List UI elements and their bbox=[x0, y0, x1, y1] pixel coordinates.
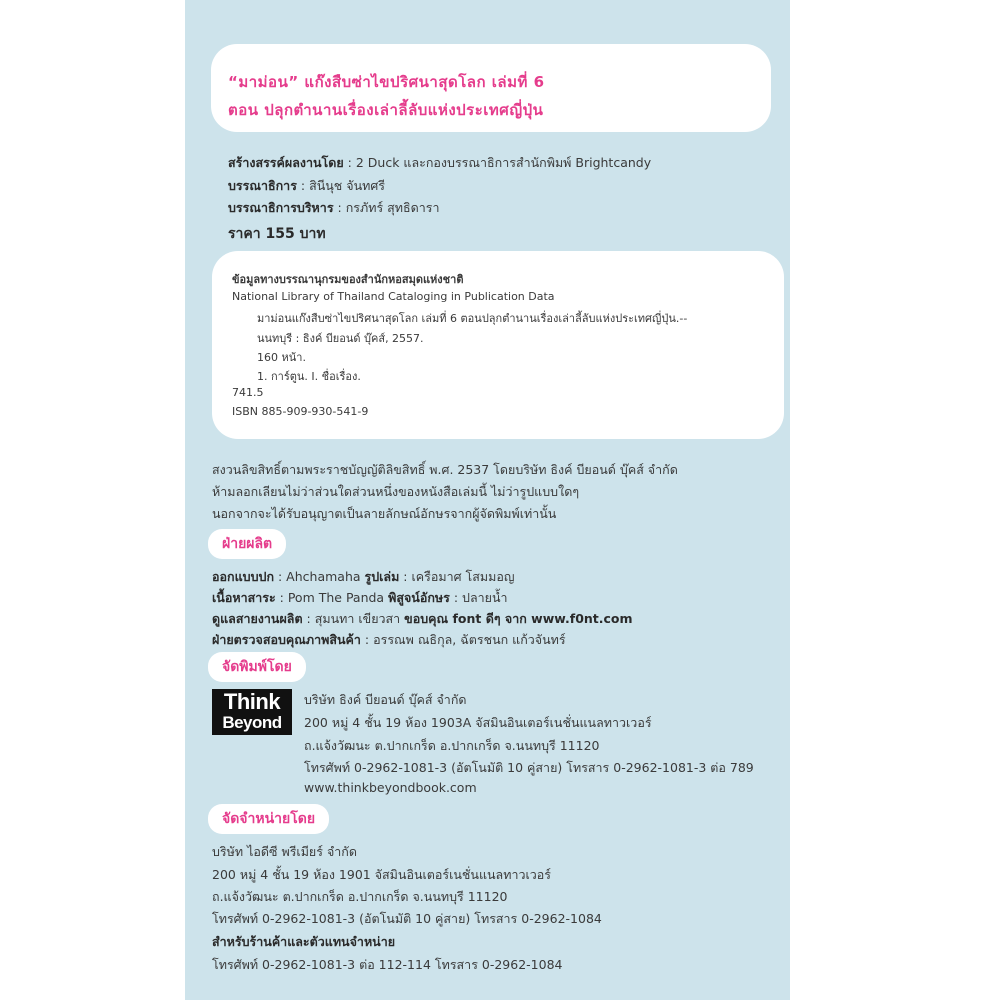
credit-label: สร้างสรรค์ผลงานโดย bbox=[228, 155, 344, 170]
credit-creator bbox=[228, 153, 651, 173]
think-beyond-logo bbox=[212, 689, 292, 735]
distributor-heading: จัดจำหน่ายโดย bbox=[208, 804, 329, 834]
catalog-heading-en: National Library of Thailand Cataloging in Publication Data bbox=[232, 290, 555, 303]
copyright-line: สงวนลิขสิทธิ์ตามพระราชบัญญัติลิขสิทธิ์ พ.ศ. 2537 โดยบริษัท ธิงค์ บียอนด์ บุ๊คส์ จำกัด bbox=[212, 462, 678, 477]
production-qa-row bbox=[212, 630, 566, 650]
credit-value: : 2 Duck และกองบรรณาธิการสำนักพิมพ์ Brightcandy bbox=[343, 155, 652, 170]
cover-label: ออกแบบปก bbox=[212, 569, 275, 584]
catalog-line: 160 หน้า. bbox=[257, 351, 306, 364]
qa-label: ฝ่ายตรวจสอบคุณภาพสินค้า bbox=[212, 632, 361, 647]
book-title-line-2: ตอน ปลุกตำนานเรื่องเล่าลี้ลับแห่งประเทศญี่ปุ่น bbox=[228, 101, 544, 119]
publisher-line: 200 หมู่ 4 ชั้น 19 ห้อง 1903A จัสมินอินเตอร์เนชั่นแนลทาวเวอร์ bbox=[304, 715, 652, 730]
font-thanks: ขอบคุณ font ดีๆ จาก www.f0nt.com bbox=[404, 611, 633, 626]
catalog-class-number: 741.5 bbox=[232, 386, 264, 399]
catalog-heading-th: ข้อมูลทางบรรณานุกรมของสำนักหอสมุดแห่งชาติ bbox=[232, 273, 464, 286]
credit-editor bbox=[228, 176, 385, 196]
catalog-isbn: ISBN 885-909-930-541-9 bbox=[232, 405, 369, 418]
line-label: ดูแลสายงานผลิต bbox=[212, 611, 303, 626]
layout-label: รูปเล่ม bbox=[364, 569, 400, 584]
line-value: : สุมนทา เขียวสา bbox=[302, 611, 405, 626]
production-heading: ฝ่ายผลิต bbox=[208, 529, 286, 559]
price-label: ราคา 155 บาท bbox=[228, 226, 326, 242]
book-title-line-1: “มาม่อน” แก๊งสืบซ่าไขปริศนาสุดโลก เล่มที่ 6 bbox=[228, 73, 545, 91]
credit-label: บรรณาธิการบริหาร bbox=[228, 200, 334, 215]
cover-value: : Ahchamaha bbox=[274, 569, 365, 584]
copyright-line: นอกจากจะได้รับอนุญาตเป็นลายลักษณ์อักษรจากผู้จัดพิมพ์เท่านั้น bbox=[212, 506, 557, 521]
publisher-website: www.thinkbeyondbook.com bbox=[304, 780, 477, 795]
content-value: : Pom The Panda bbox=[275, 590, 389, 605]
distributor-line: โทรศัพท์ 0-2962-1081-3 (อัตโนมัติ 10 คู่สาย) โทรสาร 0-2962-1084 bbox=[212, 911, 602, 926]
catalog-line: มาม่อนแก๊งสืบซ่าไขปริศนาสุดโลก เล่มที่ 6 ตอนปลุกตำนานเรื่องเล่าลี้ลับแห่งประเทศญี่ปุ่น.-- bbox=[257, 312, 688, 325]
distributor-line: บริษัท ไอดีซี พรีเมียร์ จำกัด bbox=[212, 844, 357, 859]
logo-line-1: Think bbox=[223, 689, 281, 714]
publisher-heading: จัดพิมพ์โดย bbox=[208, 652, 306, 682]
distributor-line: 200 หมู่ 4 ชั้น 19 ห้อง 1901 จัสมินอินเตอร์เนชั่นแนลทาวเวอร์ bbox=[212, 867, 552, 882]
production-line-row bbox=[212, 609, 633, 629]
distributor-line: ถ.แจ้งวัฒนะ ต.ปากเกร็ด อ.ปากเกร็ด จ.นนทบุรี 11120 bbox=[212, 889, 508, 904]
credit-label: บรรณาธิการ bbox=[228, 178, 297, 193]
proof-label: พิสูจน์อักษร bbox=[388, 590, 450, 605]
publisher-line: โทรศัพท์ 0-2962-1081-3 (อัตโนมัติ 10 คู่สาย) โทรสาร 0-2962-1081-3 ต่อ 789 bbox=[304, 760, 754, 775]
logo-line-2: Beyond bbox=[222, 713, 282, 732]
qa-value: : อรรณพ ณธิกุล, ฉัตรชนก แก้วจันทร์ bbox=[360, 632, 566, 647]
catalog-line: 1. การ์ตูน. I. ชื่อเรื่อง. bbox=[257, 370, 361, 383]
credit-value: : กรภัทร์ สุทธิดารา bbox=[333, 200, 440, 215]
proof-value: : ปลายน้ำ bbox=[449, 590, 508, 605]
catalog-line: นนทบุรี : ธิงค์ บียอนด์ บุ๊คส์, 2557. bbox=[257, 332, 424, 345]
dealers-phone: โทรศัพท์ 0-2962-1081-3 ต่อ 112-114 โทรสาร 0-2962-1084 bbox=[212, 957, 563, 972]
production-content-row bbox=[212, 588, 508, 608]
copyright-line: ห้ามลอกเลียนไม่ว่าส่วนใดส่วนหนึ่งของหนังสือเล่มนี้ ไม่ว่ารูปแบบใดๆ bbox=[212, 484, 580, 499]
credit-executive-editor bbox=[228, 198, 440, 218]
production-cover-row bbox=[212, 567, 515, 587]
credit-value: : สินีนุช จันทศรี bbox=[296, 178, 386, 193]
content-label: เนื้อหาสาระ bbox=[212, 590, 276, 605]
publisher-line: ถ.แจ้งวัฒนะ ต.ปากเกร็ด อ.ปากเกร็ด จ.นนทบุรี 11120 bbox=[304, 738, 600, 753]
layout-value: : เครือมาศ โสมมอญ bbox=[399, 569, 515, 584]
dealers-label: สำหรับร้านค้าและตัวแทนจำหน่าย bbox=[212, 934, 396, 949]
publisher-line: บริษัท ธิงค์ บียอนด์ บุ๊คส์ จำกัด bbox=[304, 692, 467, 707]
